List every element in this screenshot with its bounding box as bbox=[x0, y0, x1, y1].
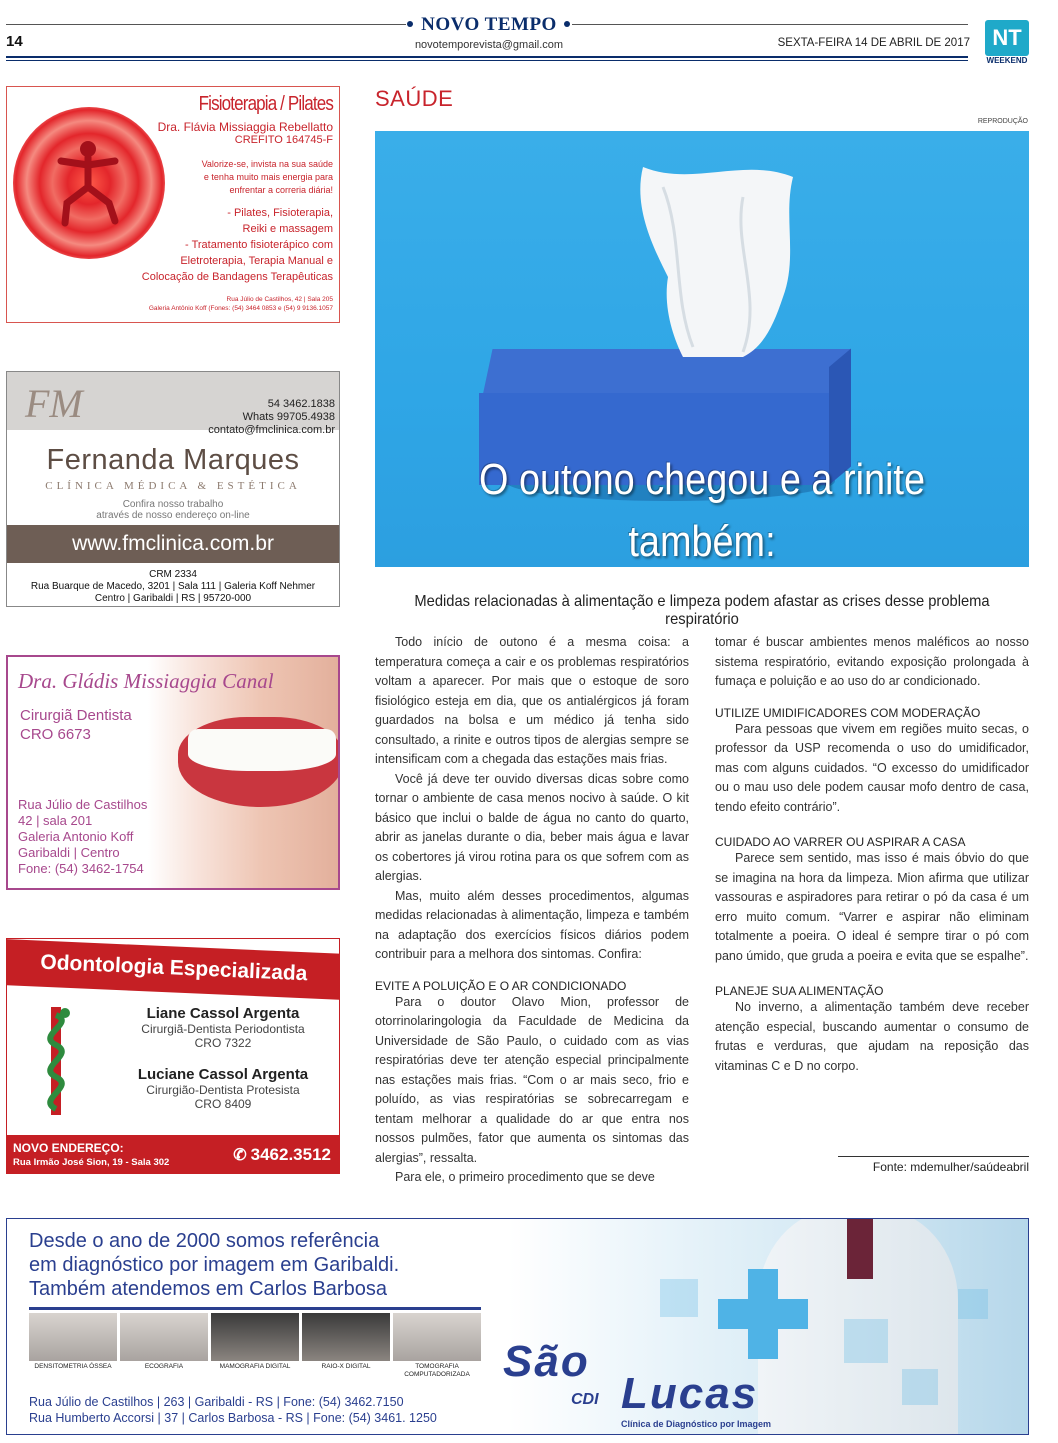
fisio-text-block bbox=[123, 93, 333, 313]
service-densitometria bbox=[29, 1313, 117, 1379]
fisio-service-line: - Pilates, Fisioterapia, bbox=[227, 207, 333, 219]
fisio-service-line: Reiki e massagem bbox=[242, 223, 333, 235]
odonto-new-address-label: NOVO ENDEREÇO: bbox=[13, 1141, 124, 1155]
raio-x-photo bbox=[302, 1313, 390, 1361]
odonto-phone: 3462.3512 bbox=[250, 1145, 331, 1164]
odonto-address: Rua Irmão José Sion, 19 - Sala 302 bbox=[13, 1157, 170, 1168]
publication-title: NOVO TEMPO bbox=[421, 14, 557, 35]
cdi-tagline: Clínica de Diagnóstico por Imagem bbox=[621, 1419, 772, 1429]
article-subhead: EVITE A POLUIÇÃO E O AR CONDICIONADO bbox=[375, 978, 627, 993]
section-label: SAÚDE bbox=[375, 86, 454, 111]
fisio-service-line: - Tratamento fisioterápico com bbox=[185, 239, 333, 251]
fm-whats: Whats 99705.4938 bbox=[242, 411, 335, 423]
cdi-headline-line: Também atendemos em Carlos Barbosa bbox=[29, 1278, 387, 1300]
fisio-address-line: Rua Júlio de Castilhos, 42 | Sala 205 bbox=[226, 296, 333, 303]
article-paragraph: Todo início de outono é a mesma coisa: a temperatura começa a cair e os problemas respiratórios voltam a aparecer. Por mais que o estoque de soro fisiológico esteja em dia, que os antialérgicos já foram guardados na bolsa e um médico já tenha sido consultado, a rinite e outros tipos de alergias sempre se intensificam com a chegada das estações mais frias. bbox=[375, 635, 689, 766]
fm-visit-line: através de nosso endereço on-line bbox=[96, 510, 250, 521]
nt-logo: NT bbox=[985, 20, 1029, 56]
odonto-title: Odontologia Especializada bbox=[6, 939, 340, 1000]
fm-crm: CRM 2334 bbox=[149, 569, 197, 580]
hero-image bbox=[375, 131, 1029, 567]
article-paragraph: Você já deve ter ouvido diversas dicas sobre como tornar o ambiente de casa menos nocivo à saúde. O kit básico que inclui o balde de água no canto do quarto, abrir as janelas durante o dia, beber mais água e lavar os cobertores já virou rotina para os que sofrem com as alergias. bbox=[375, 771, 689, 883]
gladis-cro: CRO 6673 bbox=[20, 726, 91, 743]
service-label: DENSITOMETRIA ÓSSEA bbox=[34, 1363, 112, 1370]
issue-date: SEXTA-FEIRA 14 DE ABRIL DE 2017 bbox=[777, 37, 970, 49]
article-headline bbox=[421, 449, 983, 567]
fisio-address bbox=[123, 295, 333, 313]
pilates-figure-icon bbox=[53, 137, 123, 227]
cdi-logo-cdi: CDI bbox=[571, 1391, 599, 1408]
decor-square bbox=[958, 1289, 988, 1319]
cdi-address bbox=[29, 1394, 437, 1426]
gladis-address-line: Garibaldi | Centro bbox=[18, 845, 120, 860]
service-label: RAIO-X DIGITAL bbox=[321, 1363, 371, 1370]
odonto-doctor-2: Luciane Cassol Argenta bbox=[137, 1066, 309, 1083]
cdi-headline-line: em diagnóstico por imagem em Garibaldi. bbox=[29, 1254, 400, 1276]
article-paragraph: Para pessoas que vivem em regiões muito secas, o professor da USP recomenda o uso do umidificador, mas com alguns cuidados. “O excesso do umidificador ou o mau uso dele podem causar mofo dentro de casa, tendo efeito contrário”. bbox=[715, 721, 1029, 814]
service-label: TOMOGRAFIA COMPUTADORIZADA bbox=[404, 1363, 470, 1378]
article-paragraph: Mas, muito além desses procedimentos, algumas medidas relacionadas à alimentação, limpeza e também na adaptação dos exercícios físicos diários podem contribuir para a melhora dos sintomas. Confira: bbox=[375, 888, 689, 961]
article-paragraph: No inverno, a alimentação também deve receber atenção especial, buscando aumentar o consumo de frutas e verduras, que ajudam na reposição das vitaminas C e D no corpo. bbox=[715, 1000, 1029, 1073]
smile-teeth bbox=[188, 729, 336, 771]
weekend-label: WEEKEND bbox=[986, 56, 1028, 65]
fm-address-line: Rua Buarque de Macedo, 3201 | Sala 111 | Galeria Koff Nehmer bbox=[30, 581, 316, 592]
cdi-logo-lucas: Lucas bbox=[621, 1369, 759, 1418]
service-raio-x bbox=[302, 1313, 390, 1379]
tomografia-photo bbox=[393, 1313, 481, 1361]
fm-address bbox=[7, 569, 339, 605]
page-number: 14 bbox=[6, 33, 23, 50]
odonto-doctor-1: Liane Cassol Argenta bbox=[146, 1005, 300, 1022]
odonto-doctors bbox=[107, 1005, 339, 1111]
medical-cross-icon bbox=[718, 1269, 808, 1359]
ad-odontologia[interactable] bbox=[6, 938, 340, 1174]
mamografia-photo bbox=[211, 1313, 299, 1361]
fm-subtitle: CLÍNICA MÉDICA & ESTÉTICA bbox=[45, 480, 301, 492]
fisio-slogan-line: e tenha muito mais energia para bbox=[203, 172, 333, 182]
fm-visit-line: Confira nosso trabalho bbox=[122, 499, 224, 510]
fm-url[interactable]: www.fmclinica.com.br bbox=[7, 525, 339, 563]
fm-phone: 54 3462.1838 bbox=[267, 398, 335, 410]
odonto-cro-1: CRO 7322 bbox=[194, 1036, 252, 1050]
decor-square bbox=[660, 1279, 698, 1317]
publication-email[interactable]: novotemporevista@gmail.com bbox=[414, 39, 564, 51]
fisio-doctor: Dra. Flávia Missiaggia Rebellatto bbox=[157, 120, 333, 134]
ad-fisioterapia[interactable] bbox=[6, 86, 340, 323]
article-column-1 bbox=[375, 633, 689, 1188]
header-rule-bottom-thin bbox=[6, 60, 968, 61]
densitometria-photo bbox=[29, 1313, 117, 1361]
fisio-service-line: Colocação de Bandagens Terapêuticas bbox=[141, 271, 333, 283]
gladis-title: Cirurgiã Dentista bbox=[20, 707, 132, 724]
cdi-logo bbox=[503, 1337, 772, 1429]
cdi-headline bbox=[29, 1229, 399, 1301]
fisio-services bbox=[123, 205, 333, 285]
odonto-role-1: Cirurgiã-Dentista Periodontista bbox=[141, 1022, 305, 1036]
fisio-service-line: Eletroterapia, Terapia Manual e bbox=[180, 255, 333, 267]
cdi-address-line: Rua Júlio de Castilhos | 263 | Garibaldi - RS | Fone: (54) 3462.7150 bbox=[29, 1395, 404, 1409]
fm-monogram-logo: FM bbox=[25, 381, 83, 426]
service-tomografia bbox=[393, 1313, 481, 1379]
decor-square bbox=[844, 1319, 888, 1363]
odonto-phone-block[interactable] bbox=[233, 1145, 331, 1165]
fisio-title: Fisioterapia / Pilates bbox=[198, 93, 333, 115]
header-rule-bottom bbox=[6, 56, 968, 58]
gladis-name: Dra. Gládis Missiaggia Canal bbox=[18, 669, 274, 693]
article-deck bbox=[375, 593, 1029, 629]
cdi-logo-sao: São bbox=[503, 1337, 590, 1386]
header-rule-right bbox=[572, 24, 968, 25]
tissue-icon bbox=[623, 157, 803, 357]
gladis-address-line: 42 | sala 201 bbox=[18, 813, 93, 828]
decor-square bbox=[902, 1369, 938, 1405]
source-rule bbox=[838, 1156, 1029, 1157]
article-subhead: PLANEJE SUA ALIMENTAÇÃO bbox=[715, 984, 884, 998]
doctor-tie bbox=[847, 1219, 873, 1279]
article-subhead: CUIDADO AO VARRER OU ASPIRAR A CASA bbox=[715, 835, 966, 849]
ad-cdi-sao-lucas[interactable] bbox=[6, 1218, 1029, 1435]
fisio-address-line: Galeria Antônio Koff (Fones: (54) 3464 0853 e (54) 9 9136.1057 bbox=[148, 305, 333, 312]
article-paragraph: Parece sem sentido, mas isso é mais óbvio do que se imagina na hora da limpeza. Mion afirma que utilizar vassouras e aspiradores para retirar o pó da casa é um erro muito comum. “Varrer e aspirar não eliminam totalmente a poeira. O ideal é sempre tirar o pó com pano úmido, que gruda a poeira e evita que se espalhe”. bbox=[715, 851, 1029, 963]
ecografia-photo bbox=[120, 1313, 208, 1361]
headline-line-1: O outono chegou e a rinite também: bbox=[479, 455, 925, 566]
gladis-role bbox=[20, 706, 132, 744]
phone-icon: ✆ bbox=[233, 1147, 247, 1164]
fm-name: Fernanda Marques bbox=[46, 444, 300, 476]
odonto-role-2: Cirurgião-Dentista Protesista bbox=[146, 1083, 300, 1097]
gladis-address bbox=[18, 797, 147, 877]
article-column-2 bbox=[715, 633, 1029, 1076]
fisio-slogan-line: enfrentar a correria diária! bbox=[229, 185, 333, 195]
cdi-headline-line: Desde o ano de 2000 somos referência bbox=[29, 1230, 380, 1252]
cdi-service-photos bbox=[29, 1307, 481, 1379]
service-label: MAMOGRAFIA DIGITAL bbox=[219, 1363, 291, 1370]
cdi-address-line: Rua Humberto Accorsi | 37 | Carlos Barbosa - RS | Fone: (54) 3461. 1250 bbox=[29, 1411, 437, 1425]
header-rule-left bbox=[6, 24, 406, 25]
deck-text: Medidas relacionadas à alimentação e limpeza podem afastar as crises desse problema respiratório bbox=[414, 593, 990, 628]
photo-credit: REPRODUÇÃO bbox=[977, 118, 1028, 125]
ad-dra-gladis[interactable] bbox=[6, 655, 340, 890]
article-paragraph: tomar é buscar ambientes menos maléficos ao nosso sistema respiratório, evitando exposição prolongada à fumaça e poluição e ao uso do ar condicionado. bbox=[715, 635, 1029, 688]
fisio-slogan-line: Valorize-se, invista na sua saúde bbox=[201, 159, 333, 169]
fm-contact bbox=[208, 398, 335, 437]
article-paragraph: Para ele, o primeiro procedimento que se deve bbox=[395, 1170, 655, 1184]
service-ecografia bbox=[120, 1313, 208, 1379]
gladis-phone: Fone: (54) 3462-1754 bbox=[18, 861, 144, 876]
service-mamografia bbox=[211, 1313, 299, 1379]
ad-fm-clinica[interactable] bbox=[6, 371, 340, 607]
article-paragraph: Para o doutor Olavo Mion, professor de otorrinolaringologia da Faculdade de Medicina da Universidade de São Paulo, o cuidado com as vias respiratórias deve ter atenção especial principalmente nas estações mais frias. “Com o ar mais seco, frio e poluído, as vias respiratórias se sobrecarregam e tentam melhorar a qualidade do ar que entra nos nossos pulmões, fator que aumenta os sintomas das alergias”, ressalta. bbox=[375, 994, 689, 1165]
gladis-address-line: Galeria Antonio Koff bbox=[18, 829, 134, 844]
fm-address-line: Centro | Garibaldi | RS | 95720-000 bbox=[94, 593, 252, 604]
article-subhead: UTILIZE UMIDIFICADORES COM MODERAÇÃO bbox=[715, 705, 981, 720]
fm-visit-text bbox=[7, 499, 339, 521]
masthead bbox=[404, 14, 574, 51]
gladis-address-line: Rua Júlio de Castilhos bbox=[18, 797, 148, 812]
odonto-cro-2: CRO 8409 bbox=[194, 1097, 252, 1111]
odonto-footer bbox=[7, 1135, 339, 1174]
fm-email[interactable]: contato@fmclinica.com.br bbox=[208, 424, 335, 436]
article-source: Fonte: mdemulher/saúdeabril bbox=[872, 1160, 1029, 1174]
fisio-crefito: CREFITO 164745-F bbox=[234, 134, 333, 146]
fisio-slogan bbox=[123, 158, 333, 197]
rod-of-asclepius-icon bbox=[31, 1001, 81, 1119]
service-label: ECOGRAFIA bbox=[144, 1363, 184, 1370]
